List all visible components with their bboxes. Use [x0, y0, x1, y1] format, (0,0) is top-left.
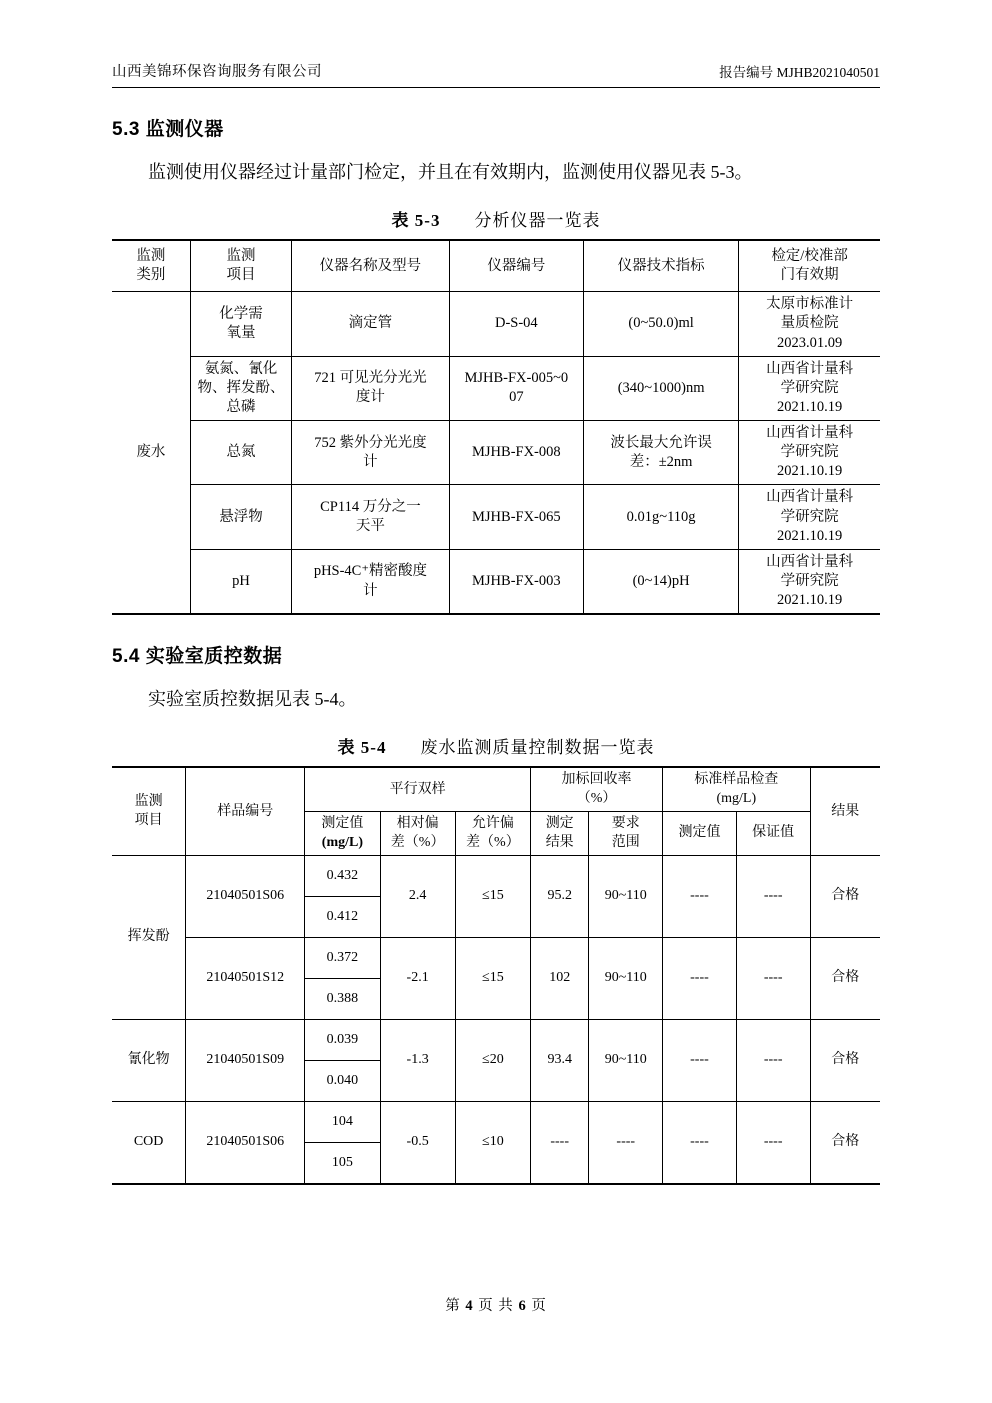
td-relative-deviation: -1.3: [380, 1020, 455, 1102]
td-sample-no: 21040501S06: [186, 1102, 305, 1185]
th-item: 监测 项目: [190, 240, 291, 292]
footer-text-mid: 页 共: [478, 1298, 514, 1314]
table-5-3-caption-number: 表 5-3: [391, 211, 441, 231]
table-analysis-instruments: [112, 239, 880, 615]
td-code: MJHB-FX-005~0 07: [449, 356, 583, 420]
td-instrument: pHS-4C⁺精密酸度 计: [292, 549, 449, 614]
th-allowed-deviation: 允许偏 差（%）: [455, 812, 530, 856]
td-std-measured: ----: [663, 1020, 737, 1102]
th-std-guarantee: 保证值: [736, 812, 810, 856]
td-spike-range: 90~110: [589, 1020, 663, 1102]
td-relative-deviation: -2.1: [380, 938, 455, 1020]
td-spec: (0~14)pH: [584, 549, 739, 614]
footer-text-post: 页: [531, 1298, 547, 1314]
td-spike-range: 90~110: [589, 938, 663, 1020]
table-row: [112, 485, 880, 549]
td-sample-no: 21040501S06: [186, 856, 305, 938]
td-cert: 太原市标准计 量质检院 2023.01.09: [739, 292, 880, 356]
td-result: 合格: [810, 856, 880, 938]
table-row: [112, 292, 880, 356]
td-instrument: 滴定管: [292, 292, 449, 356]
th-instrument-name: 仪器名称及型号: [292, 240, 449, 292]
td-item: pH: [190, 549, 291, 614]
th-parallel-samples: 平行双样: [305, 767, 531, 811]
td-spike-result: 93.4: [531, 1020, 589, 1102]
table-5-4-caption-text: 废水监测质量控制数据一览表: [420, 738, 655, 758]
td-spike-range: ----: [589, 1102, 663, 1185]
td-std-guarantee: ----: [736, 1020, 810, 1102]
td-sample-no: 21040501S09: [186, 1020, 305, 1102]
td-result: 合格: [810, 1102, 880, 1185]
th-sample-no: 样品编号: [186, 767, 305, 855]
td-code: MJHB-FX-065: [449, 485, 583, 549]
td-cert: 山西省计量科 学研究院 2021.10.19: [739, 356, 880, 420]
table-5-3-caption: [112, 206, 880, 231]
td-std-measured: ----: [663, 1102, 737, 1185]
th-spike-result: 测定 结果: [531, 812, 589, 856]
td-spec: 0.01g~110g: [584, 485, 739, 549]
td-std-measured: ----: [663, 938, 737, 1020]
td-std-guarantee: ----: [736, 1102, 810, 1185]
td-item-cyanide: 氰化物: [112, 1020, 186, 1102]
td-instrument: 752 紫外分光光度 计: [292, 421, 449, 485]
page-header: [112, 60, 880, 88]
td-item-cod: COD: [112, 1102, 186, 1185]
td-measured-value: 104: [305, 1102, 380, 1143]
td-std-guarantee: ----: [736, 856, 810, 938]
table-5-3-caption-text: 分析仪器一览表: [474, 211, 601, 231]
td-std-measured: ----: [663, 856, 737, 938]
footer-page-number: 4: [465, 1298, 474, 1314]
td-allowed-deviation: ≤20: [455, 1020, 530, 1102]
footer-total-pages: 6: [518, 1298, 527, 1314]
table-row: [112, 856, 880, 897]
td-allowed-deviation: ≤15: [455, 856, 530, 938]
td-category-wastewater: 废水: [112, 292, 190, 614]
th-measured-value: 测定值 (mg/L): [305, 812, 380, 856]
td-measured-value: 0.432: [305, 856, 380, 897]
td-cert: 山西省计量科 学研究院 2021.10.19: [739, 421, 880, 485]
td-sample-no: 21040501S12: [186, 938, 305, 1020]
td-code: MJHB-FX-003: [449, 549, 583, 614]
table-5-4-caption: [112, 733, 880, 758]
table-qc-data: [112, 766, 880, 1185]
td-measured-value: 0.412: [305, 897, 380, 938]
page-footer: [0, 1294, 992, 1315]
th-monitor-item: 监测 项目: [112, 767, 186, 855]
td-item: 总氮: [190, 421, 291, 485]
td-item: 化学需 氧量: [190, 292, 291, 356]
th-relative-deviation: 相对偏 差（%）: [380, 812, 455, 856]
td-measured-value: 0.040: [305, 1061, 380, 1102]
table-row: [112, 1020, 880, 1061]
table-row: [112, 421, 880, 485]
th-standard-sample-check: 标准样品检查 (mg/L): [663, 767, 810, 811]
section-5-4-body: 实验室质控数据见表 5-4。: [148, 689, 357, 710]
td-spec: (0~50.0)ml: [584, 292, 739, 356]
table-row: [112, 356, 880, 420]
table-row: [112, 1102, 880, 1143]
td-allowed-deviation: ≤10: [455, 1102, 530, 1185]
th-std-measured: 测定值: [663, 812, 737, 856]
td-instrument: 721 可见光分光光 度计: [292, 356, 449, 420]
td-spec: (340~1000)nm: [584, 356, 739, 420]
td-spike-result: 95.2: [531, 856, 589, 938]
td-result: 合格: [810, 1020, 880, 1102]
th-instrument-spec: 仪器技术指标: [584, 240, 739, 292]
section-5-3-title: 5.3 监测仪器: [112, 119, 224, 140]
td-spec: 波长最大允许误 差：±2nm: [584, 421, 739, 485]
td-std-guarantee: ----: [736, 938, 810, 1020]
td-code: D-S-04: [449, 292, 583, 356]
th-cert-validity: 检定/校准部 门有效期: [739, 240, 880, 292]
table-5-3-header-row: [112, 240, 880, 292]
td-measured-value: 0.039: [305, 1020, 380, 1061]
td-instrument: CP114 万分之一 天平: [292, 485, 449, 549]
footer-text-pre: 第: [445, 1298, 461, 1314]
td-allowed-deviation: ≤15: [455, 938, 530, 1020]
th-category: 监测 类别: [112, 240, 190, 292]
td-relative-deviation: 2.4: [380, 856, 455, 938]
td-relative-deviation: -0.5: [380, 1102, 455, 1185]
td-item: 悬浮物: [190, 485, 291, 549]
header-company: 山西美锦环保咨询服务有限公司: [112, 64, 322, 80]
th-result: 结果: [810, 767, 880, 855]
table-row: [112, 938, 880, 979]
td-item-volatile-phenol: 挥发酚: [112, 856, 186, 1020]
td-cert: 山西省计量科 学研究院 2021.10.19: [739, 485, 880, 549]
td-item: 氨氮、氰化 物、挥发酚、 总磷: [190, 356, 291, 420]
th-instrument-code: 仪器编号: [449, 240, 583, 292]
td-spike-result: ----: [531, 1102, 589, 1185]
table-5-4-caption-number: 表 5-4: [337, 738, 387, 758]
td-measured-value: 105: [305, 1143, 380, 1185]
table-row: [112, 549, 880, 614]
td-result: 合格: [810, 938, 880, 1020]
section-5-3-body: 监测使用仪器经过计量部门检定，并且在有效期内，监测使用仪器见表 5-3。: [148, 162, 753, 182]
section-5-4-title: 5.4 实验室质控数据: [112, 646, 283, 668]
td-measured-value: 0.388: [305, 979, 380, 1020]
th-spike-range: 要求 范围: [589, 812, 663, 856]
td-spike-range: 90~110: [589, 856, 663, 938]
td-cert: 山西省计量科 学研究院 2021.10.19: [739, 549, 880, 614]
header-report-number: 报告编号 MJHB2021040501: [719, 65, 880, 80]
td-code: MJHB-FX-008: [449, 421, 583, 485]
table-5-4-header-row-1: [112, 767, 880, 811]
td-measured-value: 0.372: [305, 938, 380, 979]
th-spike-recovery: 加标回收率 （%）: [531, 767, 663, 811]
td-spike-result: 102: [531, 938, 589, 1020]
